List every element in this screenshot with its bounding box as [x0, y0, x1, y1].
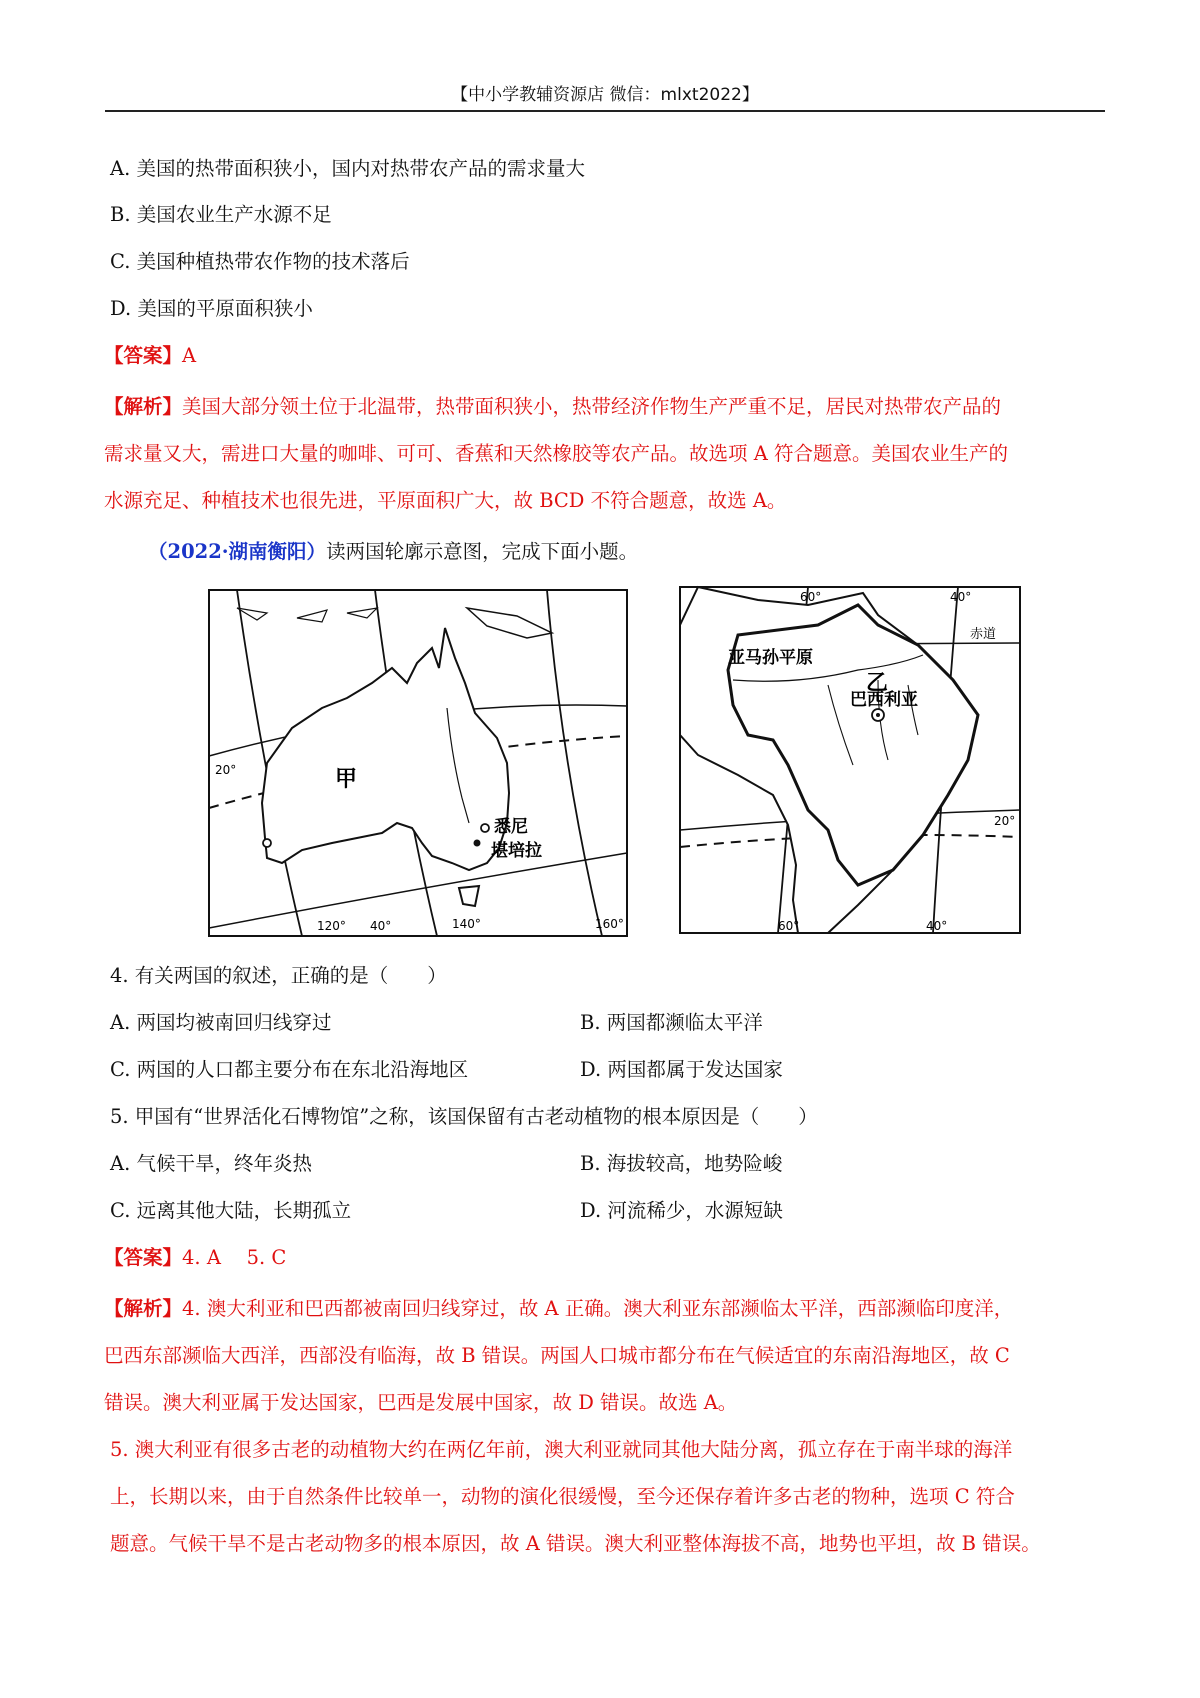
answer-line [104, 342, 196, 370]
longitude-label: 160° [595, 917, 624, 931]
header-divider [105, 110, 1105, 112]
answer-value: A [182, 344, 197, 367]
amazon-plain-label: 亚马孙平原 [728, 648, 813, 668]
q4-option-d: D. 两国都属于发达国家 [580, 1058, 783, 1081]
q4-option-b: B. 两国都濒临太平洋 [580, 1011, 763, 1034]
longitude-label: 120° [317, 919, 346, 933]
analysis-line: 美国大部分领土位于北温带，热带面积狭小，热带经济作物生产严重不足，居民对热带农产品的 [182, 395, 1002, 418]
brasilia-marker-dot [876, 713, 880, 717]
q5-option-c: C. 远离其他大陆，长期孤立 [110, 1199, 352, 1222]
analysis-line: 5. 澳大利亚有很多古老的动植物大约在两亿年前，澳大利亚就同其他大陆分离，孤立存在于南半球的海洋 [110, 1438, 1013, 1461]
analysis-line: 题意。气候干旱不是古老动物多的根本原因，故 A 错误。澳大利亚整体海拔不高，地势也平坦，故 B 错误。 [110, 1532, 1041, 1555]
analysis-paragraph [104, 383, 1104, 524]
option-c: C. 美国种植热带农作物的技术落后 [110, 250, 410, 273]
analysis-line: 上，长期以来，由于自然条件比较单一，动物的演化很缓慢，至今还保存着许多古老的物种，选项 C 符合 [110, 1485, 1015, 1508]
latitude-label: 20° [994, 814, 1016, 828]
question-4-stem: 4. 有关两国的叙述，正确的是（ ） [110, 964, 447, 987]
q5-option-b: B. 海拔较高，地势险峻 [580, 1152, 783, 1175]
analysis-label: 【解析】 [104, 395, 183, 418]
analysis-line: 需求量又大，需进口大量的咖啡、可可、香蕉和天然橡胶等农产品。故选项 A 符合题意。美国农业生产的 [104, 442, 1008, 465]
answer-line-2 [104, 1244, 286, 1272]
q4-option-c: C. 两国的人口都主要分布在东北沿海地区 [110, 1058, 469, 1081]
sydney-marker [481, 824, 489, 832]
option-d: D. 美国的平原面积狭小 [110, 297, 313, 320]
map-brazil [678, 585, 1023, 935]
q4-option-a: A. 两国均被南回归线穿过 [110, 1011, 332, 1034]
tasmania-outline [459, 886, 479, 906]
q5-option-a: A. 气候干旱，终年炎热 [110, 1152, 312, 1175]
longitude-label: 40° [370, 919, 392, 933]
option-a: A. 美国的热带面积狭小，国内对热带农产品的需求量大 [110, 157, 585, 180]
page-header: 【中小学教辅资源店 微信：mlxt2022】 [451, 85, 759, 105]
equator-label: 赤道 [970, 627, 997, 642]
canberra-marker [474, 840, 481, 847]
answer-value: 4. A 5. C [182, 1246, 287, 1269]
analysis-line: 错误。澳大利亚属于发达国家，巴西是发展中国家，故 D 错误。故选 A。 [104, 1391, 738, 1414]
city-label-canberra: 堪培拉 [491, 841, 542, 861]
latitude-label: 20° [215, 763, 237, 777]
country-label-yi: 乙 [866, 671, 889, 696]
city-label-brasilia: 巴西利亚 [850, 690, 918, 710]
question-5-stem: 5. 甲国有“世界活化石博物馆”之称，该国保留有古老动植物的根本原因是（ ） [110, 1105, 818, 1128]
q5-option-d: D. 河流稀少，水源短缺 [580, 1199, 783, 1222]
analysis-line: 巴西东部濒临大西洋，西部没有临海，故 B 错误。两国人口城市都分布在气候适宜的东南沿海地区，故 C [104, 1344, 1010, 1367]
question-intro [148, 538, 638, 566]
analysis-line: 4. 澳大利亚和巴西都被南回归线穿过，故 A 正确。澳大利亚东部濒临太平洋，西部濒临印度洋， [182, 1297, 1014, 1320]
analysis-line: 水源充足、种植技术也很先进，平原面积广大，故 BCD 不符合题意，故选 A。 [104, 489, 787, 512]
question-source: （2022·湖南衡阳） [148, 540, 327, 563]
longitude-label: 40° [926, 919, 948, 933]
longitude-label: 140° [452, 917, 481, 931]
answer-label: 【答案】 [104, 1246, 183, 1269]
analysis-paragraph-4 [104, 1285, 1104, 1426]
city-label-sydney: 悉尼 [494, 817, 528, 837]
option-b: B. 美国农业生产水源不足 [110, 203, 332, 226]
longitude-label: 60° [800, 590, 822, 604]
longitude-label: 40° [950, 590, 972, 604]
answer-label: 【答案】 [104, 344, 183, 367]
map-australia [207, 588, 630, 938]
question-intro-text: 读两国轮廓示意图，完成下面小题。 [326, 540, 639, 563]
country-label-jia: 甲 [335, 767, 358, 792]
longitude-label: 60° [778, 919, 800, 933]
analysis-paragraph-5 [110, 1426, 1105, 1567]
city-marker [263, 839, 271, 847]
analysis-label: 【解析】 [104, 1297, 183, 1320]
